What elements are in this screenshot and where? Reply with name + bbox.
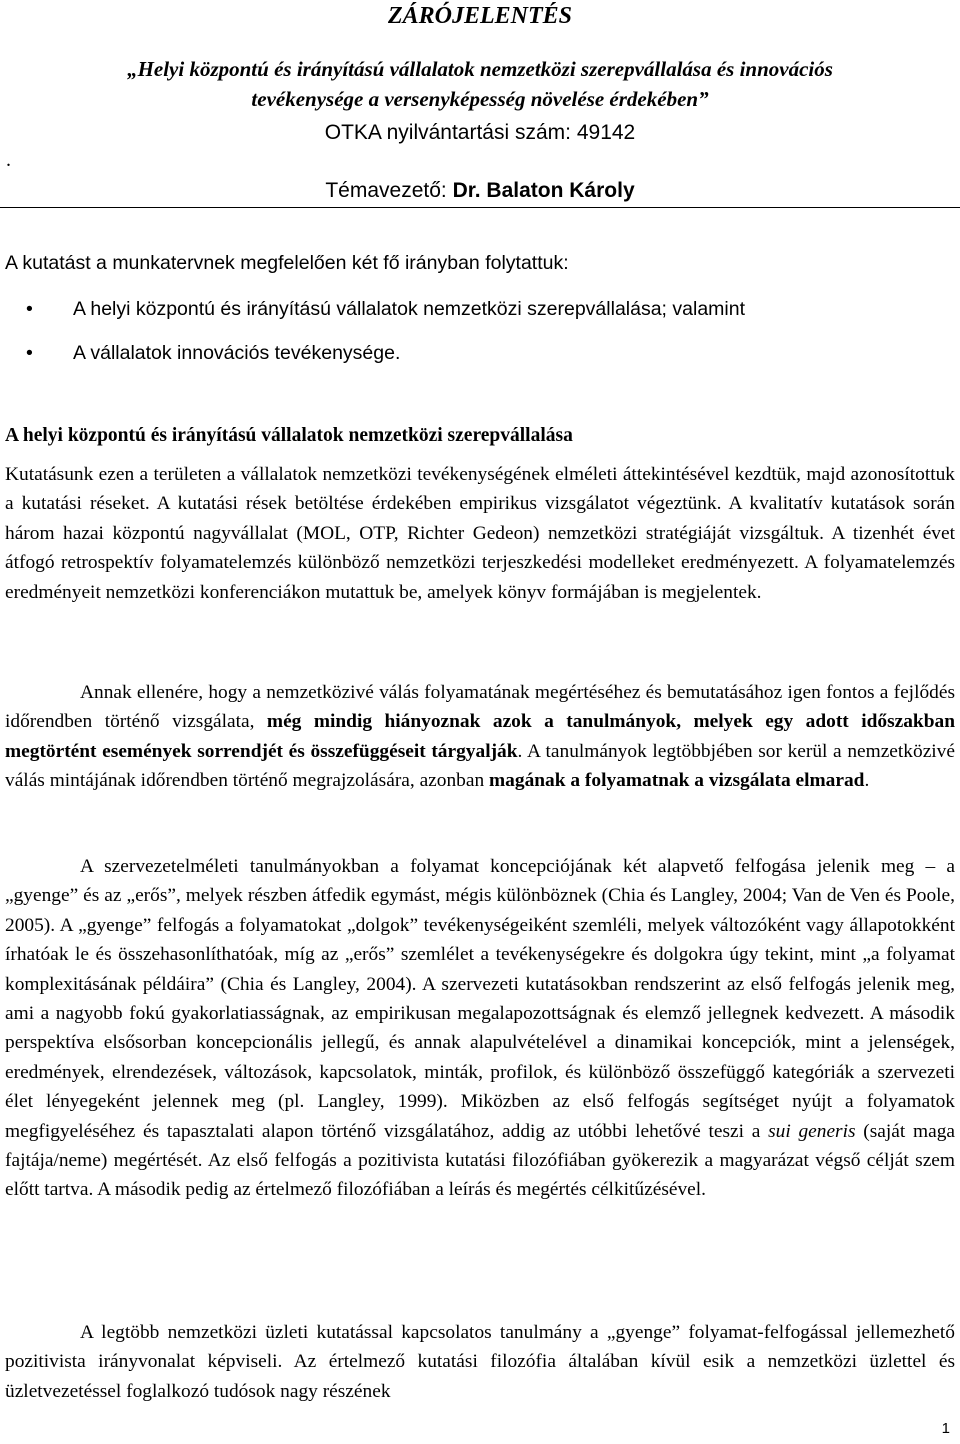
project-title	[0, 54, 960, 114]
report-title: ZÁRÓJELENTÉS	[387, 3, 573, 29]
list-item	[0, 340, 950, 384]
list-item-text: A helyi központú és irányítású vállalatok nemzetközi szerepvállalása; valamint	[73, 298, 746, 320]
paragraph-3-italic: sui generis	[768, 1120, 856, 1142]
paragraph-3-text-b: (saját maga fajtája/neme) megértését. Az első felfogás a pozitivista kutatási filozófiában gyökerezik a magyarázat végső célját szem előtt tartva. A második pedig az értelmező filozófiában a leírás és megértés célkitűzésével.	[5, 1120, 955, 1201]
otka-label: OTKA nyilvántartási szám:	[324, 121, 577, 144]
project-leader-name: Dr. Balaton Károly	[452, 179, 635, 202]
header-divider	[0, 207, 960, 208]
paragraph-2-emphasis-a: még mindig hiányoznak azok a tanulmányok, melyek egy adott időszakban megtörtént események sorrendjét és összefüggéseit tárgyalják	[5, 711, 955, 762]
otka-line	[0, 120, 960, 146]
intro-lead: A kutatást a munkatervnek megfelelően két fő irányban folytattuk:	[5, 252, 569, 274]
bullet-icon: •	[26, 342, 33, 364]
list-item	[0, 296, 950, 340]
stray-mark: .	[6, 149, 11, 171]
paragraph-2-text-b: . A tanulmányok legtöbbjében sor kerül a nemzetközivé válás mintájának időrendben történő megrajzolására, azonban	[5, 740, 955, 792]
otka-number: 49142	[576, 121, 636, 144]
paragraph-2-text-c: .	[864, 770, 870, 792]
project-leader-label: Témavezető:	[325, 179, 453, 202]
paragraph-1: Kutatásunk ezen a területen a vállalatok nemzetközi tevékenységének elméleti áttekintésével kezdtük, majd azonosítottuk a kutatási réseket. A kutatási rések betöltése érdekében empirikus vizsgálatot végeztünk. A kvalitatív kutatások során három hazai központú nagyvállalat (MOL, OTP, Richter Gedeon) nemzetközi stratégiáját vizsgáltuk. A tizenhét évet átfogó retrospektív folyamatelemzés különböző nemzetközi terjeszkedési modelleket eredményezett. A folyamatelemzés eredményeit nemzetközi konferenciákon mutattuk be, amelyek könyv formájában is megjelentek.	[5, 464, 955, 603]
paragraph-2-emphasis-b: magának a folyamatnak a vizsgálata elmarad	[489, 770, 865, 792]
paragraph-3	[5, 852, 955, 1205]
paragraph-4: A legtöbb nemzetközi üzleti kutatással kapcsolatos tanulmány a „gyenge” folyamat-felfogással jellemezhető pozitivista irányvonalat képviseli. Az értelmező kutatási filozófia általában kívül esik a nemzetközi üzlettel és üzletvezetéssel foglalkozó tudósok nagy részének	[5, 1322, 955, 1402]
list-item-text: A vállalatok innovációs tevékenysége.	[73, 342, 401, 364]
bullet-icon: •	[26, 298, 33, 320]
paragraph-2	[5, 678, 955, 796]
research-directions-list	[0, 296, 950, 384]
section-heading: A helyi központú és irányítású vállalatok nemzetközi szerepvállalása	[5, 425, 573, 446]
project-title-line-2: tevékenysége a versenyképesség növelése érdekében”	[251, 87, 709, 111]
paragraph-3-text-a: A szervezetelméleti tanulmányokban a folyamat koncepciójának két alapvető felfogása jelenik meg – a „gyenge” és az „erős”, melyek részben átfedik egymást, mégis különböznek (Chia és Langley, 2004; Van de Ven és Poole, 2005). A „gyenge” felfogás a folyamatokat „dolgok” tevékenységeiként szemléli, melyek változóként vagy állapotokként írhatóak le és összehasonlíthatóak, míg az „erős” szemlélet a tevékenységekre és dolgokra úgy tekint, mint „a folyamat komplexitásának példáira” (Chia és Langley, 2004). A szervezeti kutatásokban rendszerint az első felfogás jelenik meg, ami a nagyobb fokú gyakorlatiasságnak, az empirikusan megalapozottságnak és elemző jellegnek kedvezett. A második perspektíva elsősorban koncepcionális jellegű, és annak alapulvételével a dinamikai koncepciók, mint a jelenségek, eredmények, elrendezések, változások, kapcsolatok, minták, profilok, és különböző összefüggő kategóriák a szervezeti élet lényegeként jelennek meg (pl. Langley, 1999). Miközben az első felfogás segítséget nyújt a folyamatok megfigyeléséhez és tapasztalati alapon történő vizsgálatához, addig az utóbbi lehetővé teszi a	[5, 856, 955, 1142]
project-title-line-1: „Helyi központú és irányítású vállalatok nemzetközi szerepvállalása és innovációs	[127, 57, 833, 81]
page-number: 1	[941, 1420, 950, 1437]
project-leader-line	[0, 178, 960, 204]
paragraph-2-text-a: Annak ellenére, hogy a nemzetközivé válás folyamatának megértéséhez és bemutatásához igen fontos a fejlődés időrendben történő vizsgálata,	[5, 682, 955, 733]
